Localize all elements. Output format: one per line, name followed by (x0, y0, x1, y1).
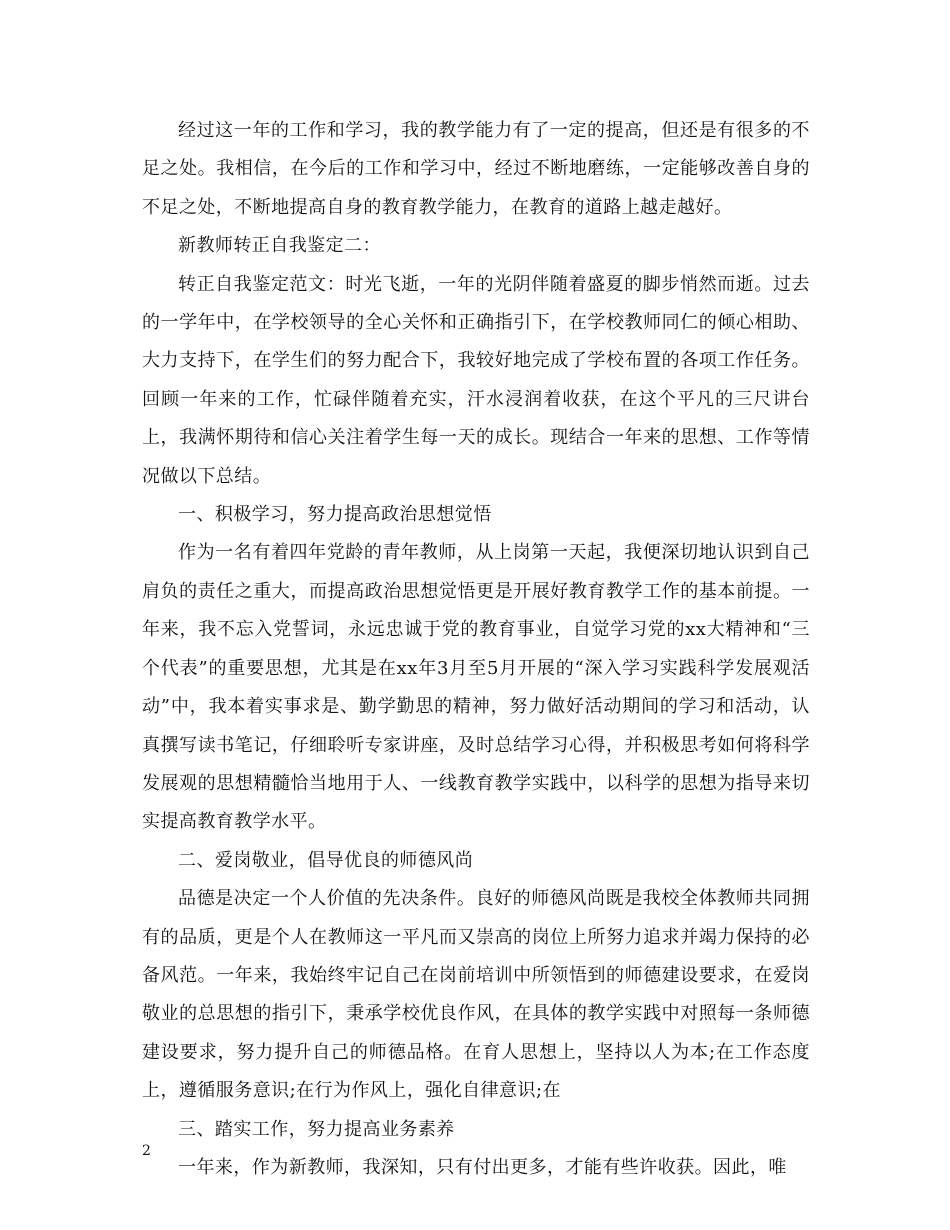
section-title-appraisal-two: 新教师转正自我鉴定二： (178, 235, 381, 257)
paragraph-professional-work: 一年来，作为新教师，我深知，只有付出更多，才能有些许收获。因此，唯 (178, 1156, 787, 1178)
heading-professional-work: 三、踏实工作，努力提高业务素养 (178, 1118, 455, 1140)
paragraph-closing-reflection: 经过这一年的工作和学习，我的教学能力有了一定的提高，但还是有很多的不足之处。我相信，在今后的工作和学习中，经过不断地磨练，一定能够改善自身的不足之处，不断地提高自身的教育教学能力，在教育的道路上越走越好。 (142, 120, 810, 218)
paragraph-intro-summary: 转正自我鉴定范文：时光飞逝，一年的光阴伴随着盛夏的脚步悄然而逝。过去的一学年中，在学校领导的全心关怀和正确指引下，在学校教师同仁的倾心相助、大力支持下，在学生们的努力配合下，我较好地完成了学校布置的各项工作任务。回顾一年来的工作，忙碌伴随着充实，汗水浸润着收获，在这个平凡的三尺讲台上，我满怀期待和信心关注着学生每一天的成长。现结合一年来的思想、工作等情况做以下总结。 (142, 273, 810, 487)
heading-political-study: 一、积极学习，努力提高政治思想觉悟 (178, 504, 492, 526)
heading-teacher-ethics: 二、爱岗敬业，倡导优良的师德风尚 (178, 849, 474, 871)
page-number: 2 (142, 1143, 151, 1159)
paragraph-teacher-ethics: 品德是决定一个人价值的先决条件。良好的师德风尚既是我校全体教师共同拥有的品质，更是个人在教师这一平凡而又崇高的岗位上所努力追求并竭力保持的必备风范。一年来，我始终牢记自己在岗前培训中所领悟到的师德建设要求，在爱岗敬业的总思想的指引下，秉承学校优良作风，在具体的教学实践中对照每一条师德建设要求，努力提升自己的师德品格。在育人思想上，坚持以人为本;在工作态度上，遵循服务意识;在行为作风上，强化自律意识;在 (142, 888, 810, 1102)
paragraph-political-study: 作为一名有着四年党龄的青年教师，从上岗第一天起，我便深切地认识到自己肩负的责任之重大，而提高政治思想觉悟更是开展好教育教学工作的基本前提。一年来，我不忘入党誓词，永远忠诚于党的教育事业，自觉学习党的xx大精神和“三个代表”的重要思想，尤其是在xx年3月至5月开展的“深入学习实践科学发展观活动”中，我本着实事求是、勤学勤思的精神，努力做好活动期间的学习和活动，认真撰写读书笔记，仔细聆听专家讲座，及时总结学习心得，并积极思考如何将科学发展观的思想精髓恰当地用于人、一线教育教学实践中，以科学的思想为指导来切实提高教育教学水平。 (142, 542, 810, 833)
document-body (142, 112, 810, 1187)
